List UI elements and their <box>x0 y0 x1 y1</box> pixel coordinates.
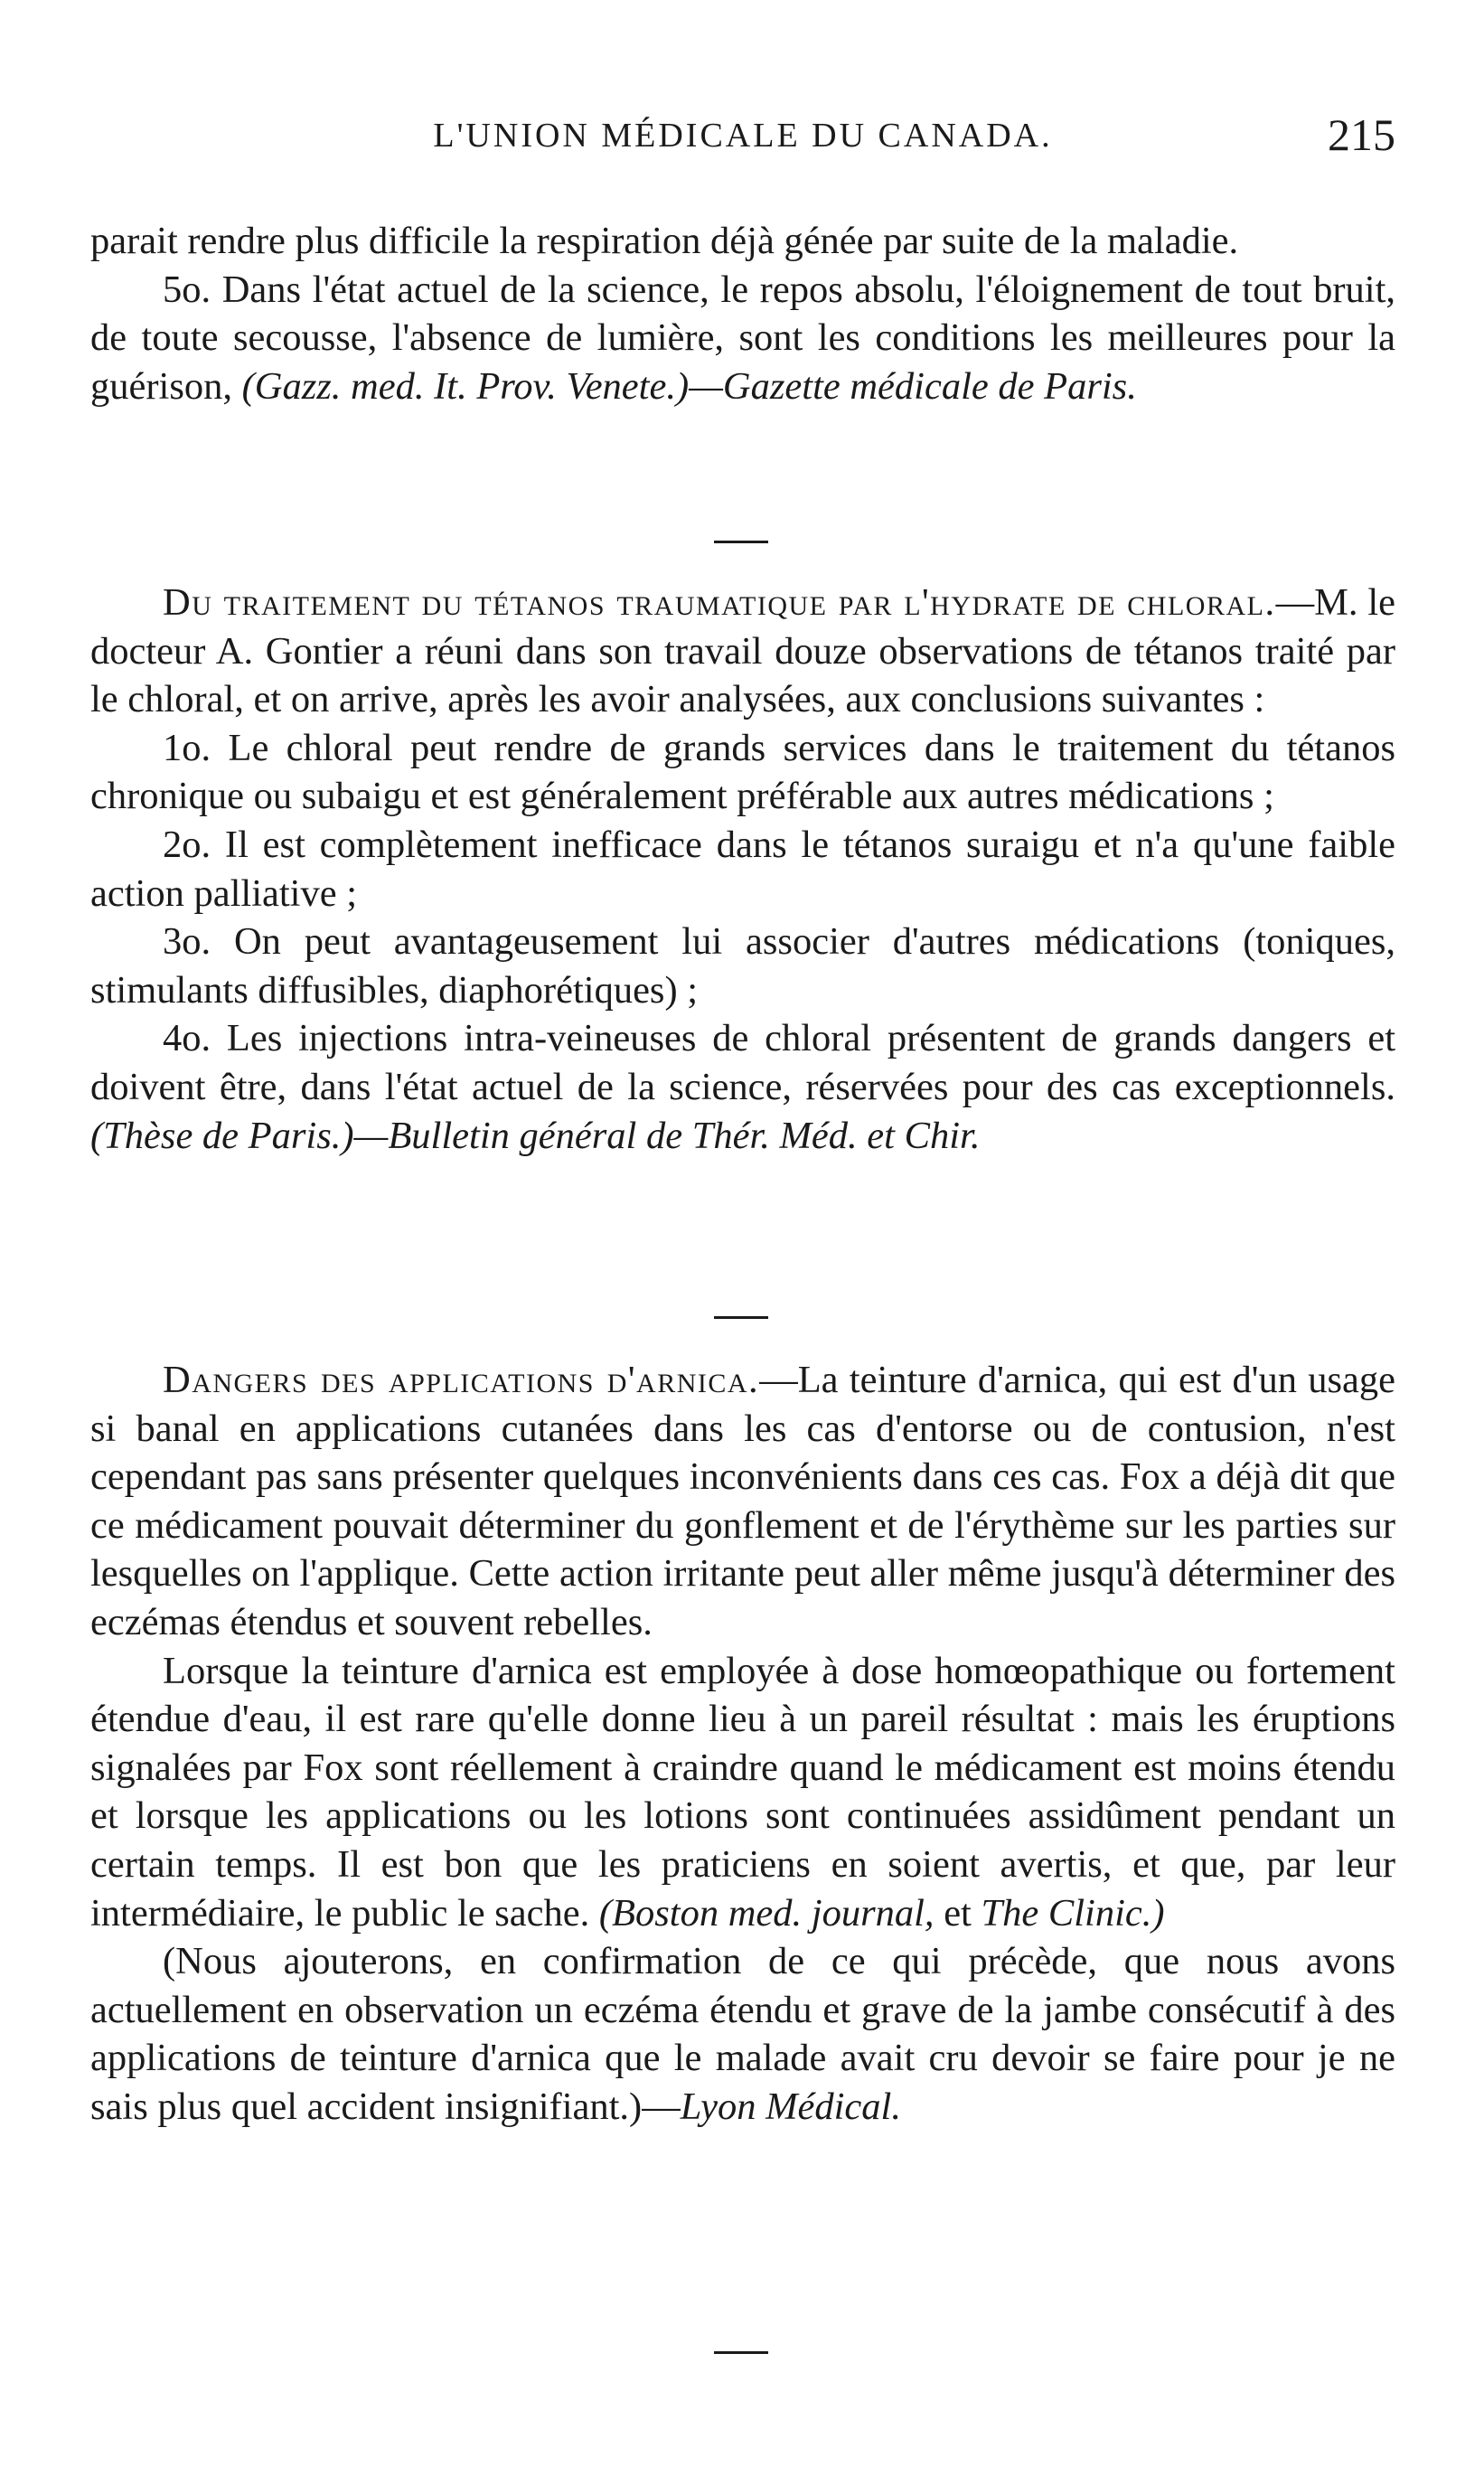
paragraph-text: Lorsque la teinture d'arnica est employée à dose homœopathique ou fortement étendue d'eau, il est rare qu'elle donne lieu à un pareil résultat : mais les éruptions signalées par Fox sont réellement à craindre quand le médicament est moins étendu et lorsque les applications ou les lotions sont continuées assidûment pendant un certain temps. Il est bon que les praticiens en soient avertis, et que, par leur intermédiaire, le public le sache. <box>90 1649 1395 1935</box>
list-item: 1o. Le chloral peut rendre de grands services dans le traitement du tétanos chronique ou subaigu et est généralement préférable aux autres médications ; <box>90 726 1395 818</box>
citation: (Boston med. journal, <box>598 1891 935 1935</box>
paragraph-text: 4o. Les injections intra-veineuses de chloral présentent de grands dangers et doivent être, dans l'état actuel de la science, réservées pour des cas exceptionnels. <box>90 1017 1395 1108</box>
citation: The Clinic.) <box>981 1891 1165 1935</box>
paragraph <box>90 1937 1395 2131</box>
paragraph <box>90 579 1395 724</box>
section-divider <box>714 1316 768 1319</box>
paragraph <box>90 266 1395 411</box>
citation: (Gazz. med. It. Prov. Venete.)—Gazette médicale de Paris. <box>241 364 1137 408</box>
paragraph-text: —La teinture d'arnica, qui est d'un usage si banal en applications cutanées dans les cas d'entorse ou de contusion, n'est cependant pas sans présenter quelques inconvénients dans ces cas. Fox a déjà dit que ce médicament pouvait déterminer du gonflement et de l'érythème sur les parties sur lesquelles on l'applique. Cette action irritante peut aller même jusqu'à déterminer des eczémas étendus et souvent rebelles. <box>90 1359 1395 1643</box>
section-divider <box>714 2351 768 2354</box>
conjunction: et <box>944 1891 972 1935</box>
article-heading: Du traitement du tétanos traumatique par l'hydrate de chloral. <box>163 581 1276 624</box>
paragraph: parait rendre plus difficile la respiration déjà génée par suite de la maladie. <box>90 220 1239 262</box>
list-item: 2o. Il est complètement inefficace dans le tétanos suraigu et n'a qu'une faible action palliative ; <box>90 823 1395 915</box>
list-item: 3o. On peut avantageusement lui associer d'autres médications (toniques, stimulants diffusibles, diaphorétiques) ; <box>90 920 1395 1012</box>
paragraph <box>90 1647 1395 1938</box>
article-heading: Dangers des applications d'arnica. <box>163 1359 760 1401</box>
paragraph <box>90 1356 1395 1647</box>
article-arsenic-continuation <box>90 217 1395 410</box>
section-divider <box>714 541 768 543</box>
page-number: 215 <box>1328 109 1395 160</box>
page-header <box>90 109 1395 170</box>
article-tetanos <box>90 579 1395 1160</box>
article-arnica <box>90 1356 1395 2132</box>
running-title: L'UNION MÉDICALE DU CANADA. <box>433 117 1053 155</box>
paragraph-text: —M. le docteur A. Gontier a réuni dans son travail douze observations de tétanos traité par le chloral, et on arrive, après les avoir analysées, aux conclusions suivantes : <box>90 581 1395 721</box>
list-item <box>90 1014 1395 1160</box>
paragraph-text: 5o. Dans l'état actuel de la science, le repos absolu, l'éloignement de tout bruit, de toute secousse, l'absence de lumière, sont les conditions les meilleures pour la guérison, <box>90 268 1395 408</box>
citation: Lyon Médical. <box>680 2085 901 2128</box>
citation: (Thèse de Paris.)—Bulletin général de Thér. Méd. et Chir. <box>90 1114 981 1157</box>
paragraph-text: (Nous ajouterons, en confirmation de ce qui précède, que nous avons actuellement en observation un eczéma étendu et grave de la jambe consécutif à des applications de teinture d'arnica que le malade avait cru devoir se faire pour je ne sais plus quel accident insignifiant.)— <box>90 1940 1395 2128</box>
